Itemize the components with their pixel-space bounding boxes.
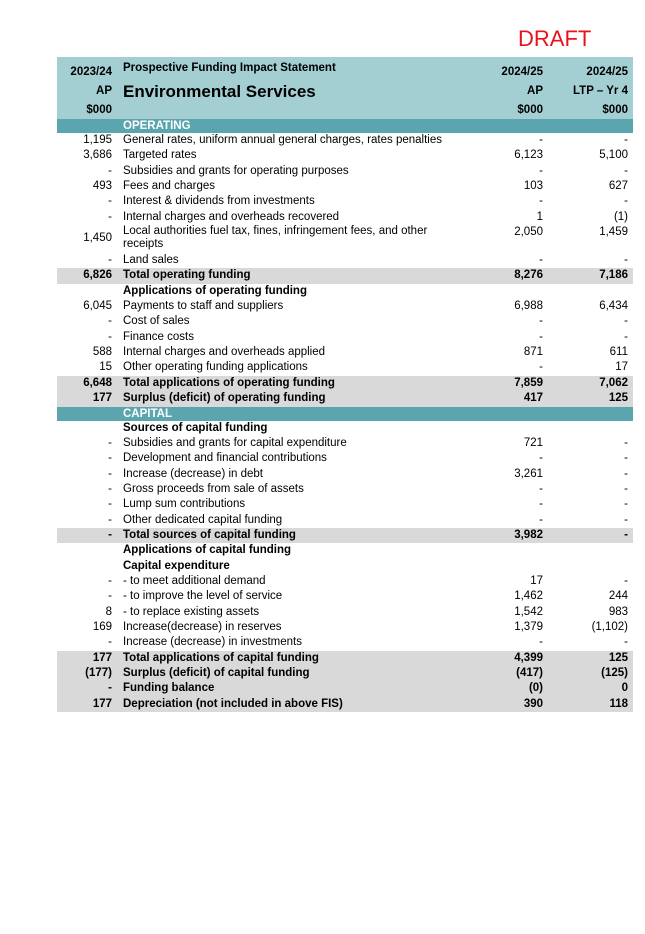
section-capital: [57, 407, 633, 421]
table-row: [57, 497, 633, 512]
prior-year-header: 2023/24: [57, 57, 117, 81]
row-label: Other operating funding applications: [123, 361, 308, 374]
row-label: - to replace existing assets: [123, 605, 260, 618]
row-label: Increase (decrease) in debt: [123, 467, 263, 480]
ltp-value: -: [624, 315, 628, 328]
table-row: [57, 299, 633, 314]
prior-year-value: -: [108, 636, 112, 649]
ltp-value: [548, 543, 633, 558]
row-label: General rates, uniform annual general charges, rates penalties: [123, 134, 442, 146]
ltp-value: -: [624, 254, 628, 267]
ltp-year-header: 2024/25: [548, 57, 633, 81]
table-row: [57, 436, 633, 451]
row-label: Total applications of capital funding: [117, 651, 462, 666]
table-row: [57, 210, 633, 225]
header-row-types: [57, 81, 633, 102]
ap-value: -: [539, 498, 543, 511]
ltp-value: 627: [608, 180, 628, 193]
prior-year-value: -: [108, 498, 112, 511]
section-title-capital: CAPITAL: [117, 407, 462, 421]
ap-value: [462, 421, 548, 436]
table-row: [57, 651, 633, 666]
ap-value: -: [539, 513, 543, 526]
table-row: [57, 376, 633, 391]
table-row: [57, 330, 633, 345]
ap-value: -: [539, 195, 543, 208]
row-label: Other dedicated capital funding: [123, 513, 283, 526]
table-row: [57, 225, 633, 253]
ltp-value: 118: [548, 697, 633, 712]
ltp-value: -: [548, 528, 633, 543]
table-row: [57, 666, 633, 681]
ap-value: 3,982: [462, 528, 548, 543]
prior-year-value: 493: [92, 180, 112, 193]
table-row: [57, 620, 633, 635]
row-label: Cost of sales: [123, 315, 190, 328]
prior-year-value: -: [57, 681, 117, 696]
ap-value: 3,261: [514, 467, 543, 480]
table-row: [57, 148, 633, 163]
ltp-value: -: [624, 574, 628, 587]
ap-value: -: [539, 164, 543, 177]
ap-value: 871: [523, 346, 543, 359]
prior-year-value: 1,195: [83, 134, 112, 146]
row-label: Subsidies and grants for capital expenditure: [123, 436, 347, 449]
prior-year-value: -: [108, 210, 112, 223]
row-label: Applications of operating funding: [123, 284, 307, 297]
table-row: [57, 513, 633, 528]
prior-year-value: -: [108, 452, 112, 465]
ap-value: -: [539, 315, 543, 328]
ltp-type-header: LTP – Yr 4: [548, 81, 633, 102]
table-row: [57, 681, 633, 696]
ltp-value: (1,102): [591, 620, 628, 633]
row-label: Increase (decrease) in investments: [123, 636, 302, 649]
table-row: [57, 179, 633, 194]
ap-value: 721: [523, 436, 543, 449]
ltp-value: -: [624, 482, 628, 495]
row-label: Depreciation (not included in above FIS): [117, 697, 462, 712]
ap-value: 17: [530, 574, 543, 587]
table-row: [57, 605, 633, 620]
row-label: Development and financial contributions: [123, 452, 327, 465]
prior-year-value: -: [108, 513, 112, 526]
row-label: Applications of capital funding: [123, 544, 292, 557]
prior-year-value: 3,686: [83, 149, 112, 162]
prior-year-value: [57, 421, 117, 436]
ap-value: -: [539, 452, 543, 465]
ltp-value: 244: [608, 590, 628, 603]
ap-value: 2,050: [514, 226, 543, 239]
ltp-value: -: [624, 134, 628, 146]
table-row: [57, 253, 633, 268]
row-label: Surplus (deficit) of capital funding: [117, 666, 462, 681]
prior-year-value: [57, 559, 117, 574]
ltp-value: [548, 421, 633, 436]
table-row: [57, 284, 633, 299]
prior-year-value: -: [108, 590, 112, 603]
ltp-value: -: [624, 436, 628, 449]
prior-year-value: (177): [57, 666, 117, 681]
ap-value: -: [539, 482, 543, 495]
row-label: Total operating funding: [117, 268, 462, 283]
prior-year-value: [57, 543, 117, 558]
ap-value: 6,988: [514, 300, 543, 313]
prior-year-value: 6,648: [57, 376, 117, 391]
row-label: Capital expenditure: [123, 559, 230, 572]
draft-watermark: DRAFT: [518, 26, 592, 51]
prior-year-value: 177: [57, 391, 117, 406]
ap-value: -: [539, 134, 543, 146]
funding-impact-statement-table: [57, 57, 633, 712]
ap-type-header: AP: [462, 81, 548, 102]
ap-value: 103: [523, 180, 543, 193]
prior-year-value: 8: [105, 605, 112, 618]
table-row: [57, 559, 633, 574]
ltp-value: -: [624, 195, 628, 208]
ltp-value: 611: [609, 346, 628, 359]
table-row: [57, 482, 633, 497]
table-row: [57, 133, 633, 148]
ap-value: [462, 543, 548, 558]
table-row: [57, 574, 633, 589]
row-label: - to improve the level of service: [123, 590, 283, 603]
ap-value: 1,462: [514, 590, 543, 603]
ltp-value: 125: [548, 391, 633, 406]
ltp-value: 6,434: [599, 300, 628, 313]
row-label: Increase(decrease) in reserves: [123, 620, 282, 633]
row-label: - to meet additional demand: [123, 574, 266, 587]
ap-value: 1,379: [514, 620, 543, 633]
ap-value: 390: [462, 697, 548, 712]
row-label: Land sales: [123, 254, 179, 267]
section-title-operating: OPERATING: [117, 119, 462, 133]
row-label: Targeted rates: [123, 149, 197, 162]
table-row: [57, 345, 633, 360]
ap-value: 417: [462, 391, 548, 406]
table-row: [57, 528, 633, 543]
prior-unit-header: $000: [57, 102, 117, 119]
ap-value: 4,399: [462, 651, 548, 666]
prior-year-value: 15: [99, 361, 112, 374]
table-row: [57, 589, 633, 604]
row-label: Gross proceeds from sale of assets: [123, 482, 304, 495]
prior-year-value: -: [108, 164, 112, 177]
row-label: Funding balance: [117, 681, 462, 696]
table-row: [57, 194, 633, 209]
header-row-units: [57, 102, 633, 119]
table-row: [57, 164, 633, 179]
ltp-value: -: [624, 452, 628, 465]
ltp-value: 7,062: [548, 376, 633, 391]
table-row: [57, 391, 633, 406]
ltp-value: (125): [548, 666, 633, 681]
table-row: [57, 635, 633, 650]
ap-unit-header: $000: [462, 102, 548, 119]
row-label: Interest & dividends from investments: [123, 195, 315, 208]
row-label: Finance costs: [123, 330, 194, 343]
ltp-value: 125: [548, 651, 633, 666]
prior-year-value: 588: [92, 346, 112, 359]
prior-year-value: 177: [57, 651, 117, 666]
ap-year-header: 2024/25: [462, 57, 548, 81]
row-label: Total applications of operating funding: [117, 376, 462, 391]
prior-year-value: -: [108, 574, 112, 587]
table-row: [57, 360, 633, 375]
row-label: Lump sum contributions: [123, 498, 246, 511]
prior-year-value: -: [57, 528, 117, 543]
ap-value: 1: [536, 210, 543, 223]
ltp-value: -: [624, 467, 628, 480]
ltp-value: 5,100: [599, 149, 628, 162]
prior-year-value: -: [108, 436, 112, 449]
prior-year-value: -: [108, 330, 112, 343]
row-label: Fees and charges: [123, 180, 216, 193]
table-row: [57, 314, 633, 329]
statement-title: Prospective Funding Impact Statement: [117, 57, 462, 81]
row-label: Payments to staff and suppliers: [123, 300, 284, 313]
ap-value: -: [539, 361, 543, 374]
prior-year-value: 6,045: [83, 300, 112, 313]
prior-year-value: -: [108, 482, 112, 495]
ap-value: 8,276: [462, 268, 548, 283]
ap-value: -: [539, 636, 543, 649]
ltp-value: 7,186: [548, 268, 633, 283]
prior-year-value: 169: [92, 620, 112, 633]
ap-value: (417): [462, 666, 548, 681]
section-operating: [57, 119, 633, 133]
header-spacer: [117, 102, 462, 119]
prior-type-header: AP: [57, 81, 117, 102]
table-row: [57, 467, 633, 482]
ap-value: -: [539, 254, 543, 267]
ltp-value: (1): [613, 210, 628, 223]
table-row: [57, 268, 633, 283]
row-label: Total sources of capital funding: [117, 528, 462, 543]
ltp-value: -: [624, 164, 628, 177]
capital-rows: [57, 421, 633, 713]
ltp-value: -: [624, 330, 628, 343]
ap-value: -: [539, 330, 543, 343]
ap-value: (0): [462, 681, 548, 696]
table-row: [57, 451, 633, 466]
ltp-value: 1,459: [599, 226, 628, 239]
table-row: [57, 543, 633, 558]
ltp-value: -: [624, 636, 628, 649]
ltp-value: -: [624, 498, 628, 511]
header-row-years: [57, 57, 633, 81]
table-row: [57, 697, 633, 712]
ltp-value: -: [624, 513, 628, 526]
table-row: [57, 421, 633, 436]
row-label: Internal charges and overheads applied: [123, 346, 326, 359]
prior-year-value: -: [108, 315, 112, 328]
ltp-value: 0: [548, 681, 633, 696]
ltp-value: 983: [608, 605, 628, 618]
ltp-value: 17: [615, 361, 628, 374]
ap-value: 7,859: [462, 376, 548, 391]
row-label: Internal charges and overheads recovered: [123, 210, 340, 223]
activity-title: Environmental Services: [117, 81, 462, 102]
ltp-value: [548, 284, 633, 299]
ap-value: 1,542: [514, 605, 543, 618]
prior-year-value: -: [108, 467, 112, 480]
prior-year-value: 177: [57, 697, 117, 712]
row-label: Surplus (deficit) of operating funding: [117, 391, 462, 406]
prior-year-value: [57, 284, 117, 299]
row-label: Sources of capital funding: [123, 421, 268, 434]
ap-value: [462, 284, 548, 299]
ltp-value: [548, 559, 633, 574]
row-label: Local authorities fuel tax, fines, infringement fees, and other receipts: [123, 225, 428, 251]
ap-value: 6,123: [514, 149, 543, 162]
operating-rows: [57, 133, 633, 407]
prior-year-value: 6,826: [57, 268, 117, 283]
row-label: Subsidies and grants for operating purposes: [123, 164, 349, 177]
ltp-unit-header: $000: [548, 102, 633, 119]
prior-year-value: 1,450: [83, 232, 112, 245]
prior-year-value: -: [108, 254, 112, 267]
prior-year-value: -: [108, 195, 112, 208]
ap-value: [462, 559, 548, 574]
